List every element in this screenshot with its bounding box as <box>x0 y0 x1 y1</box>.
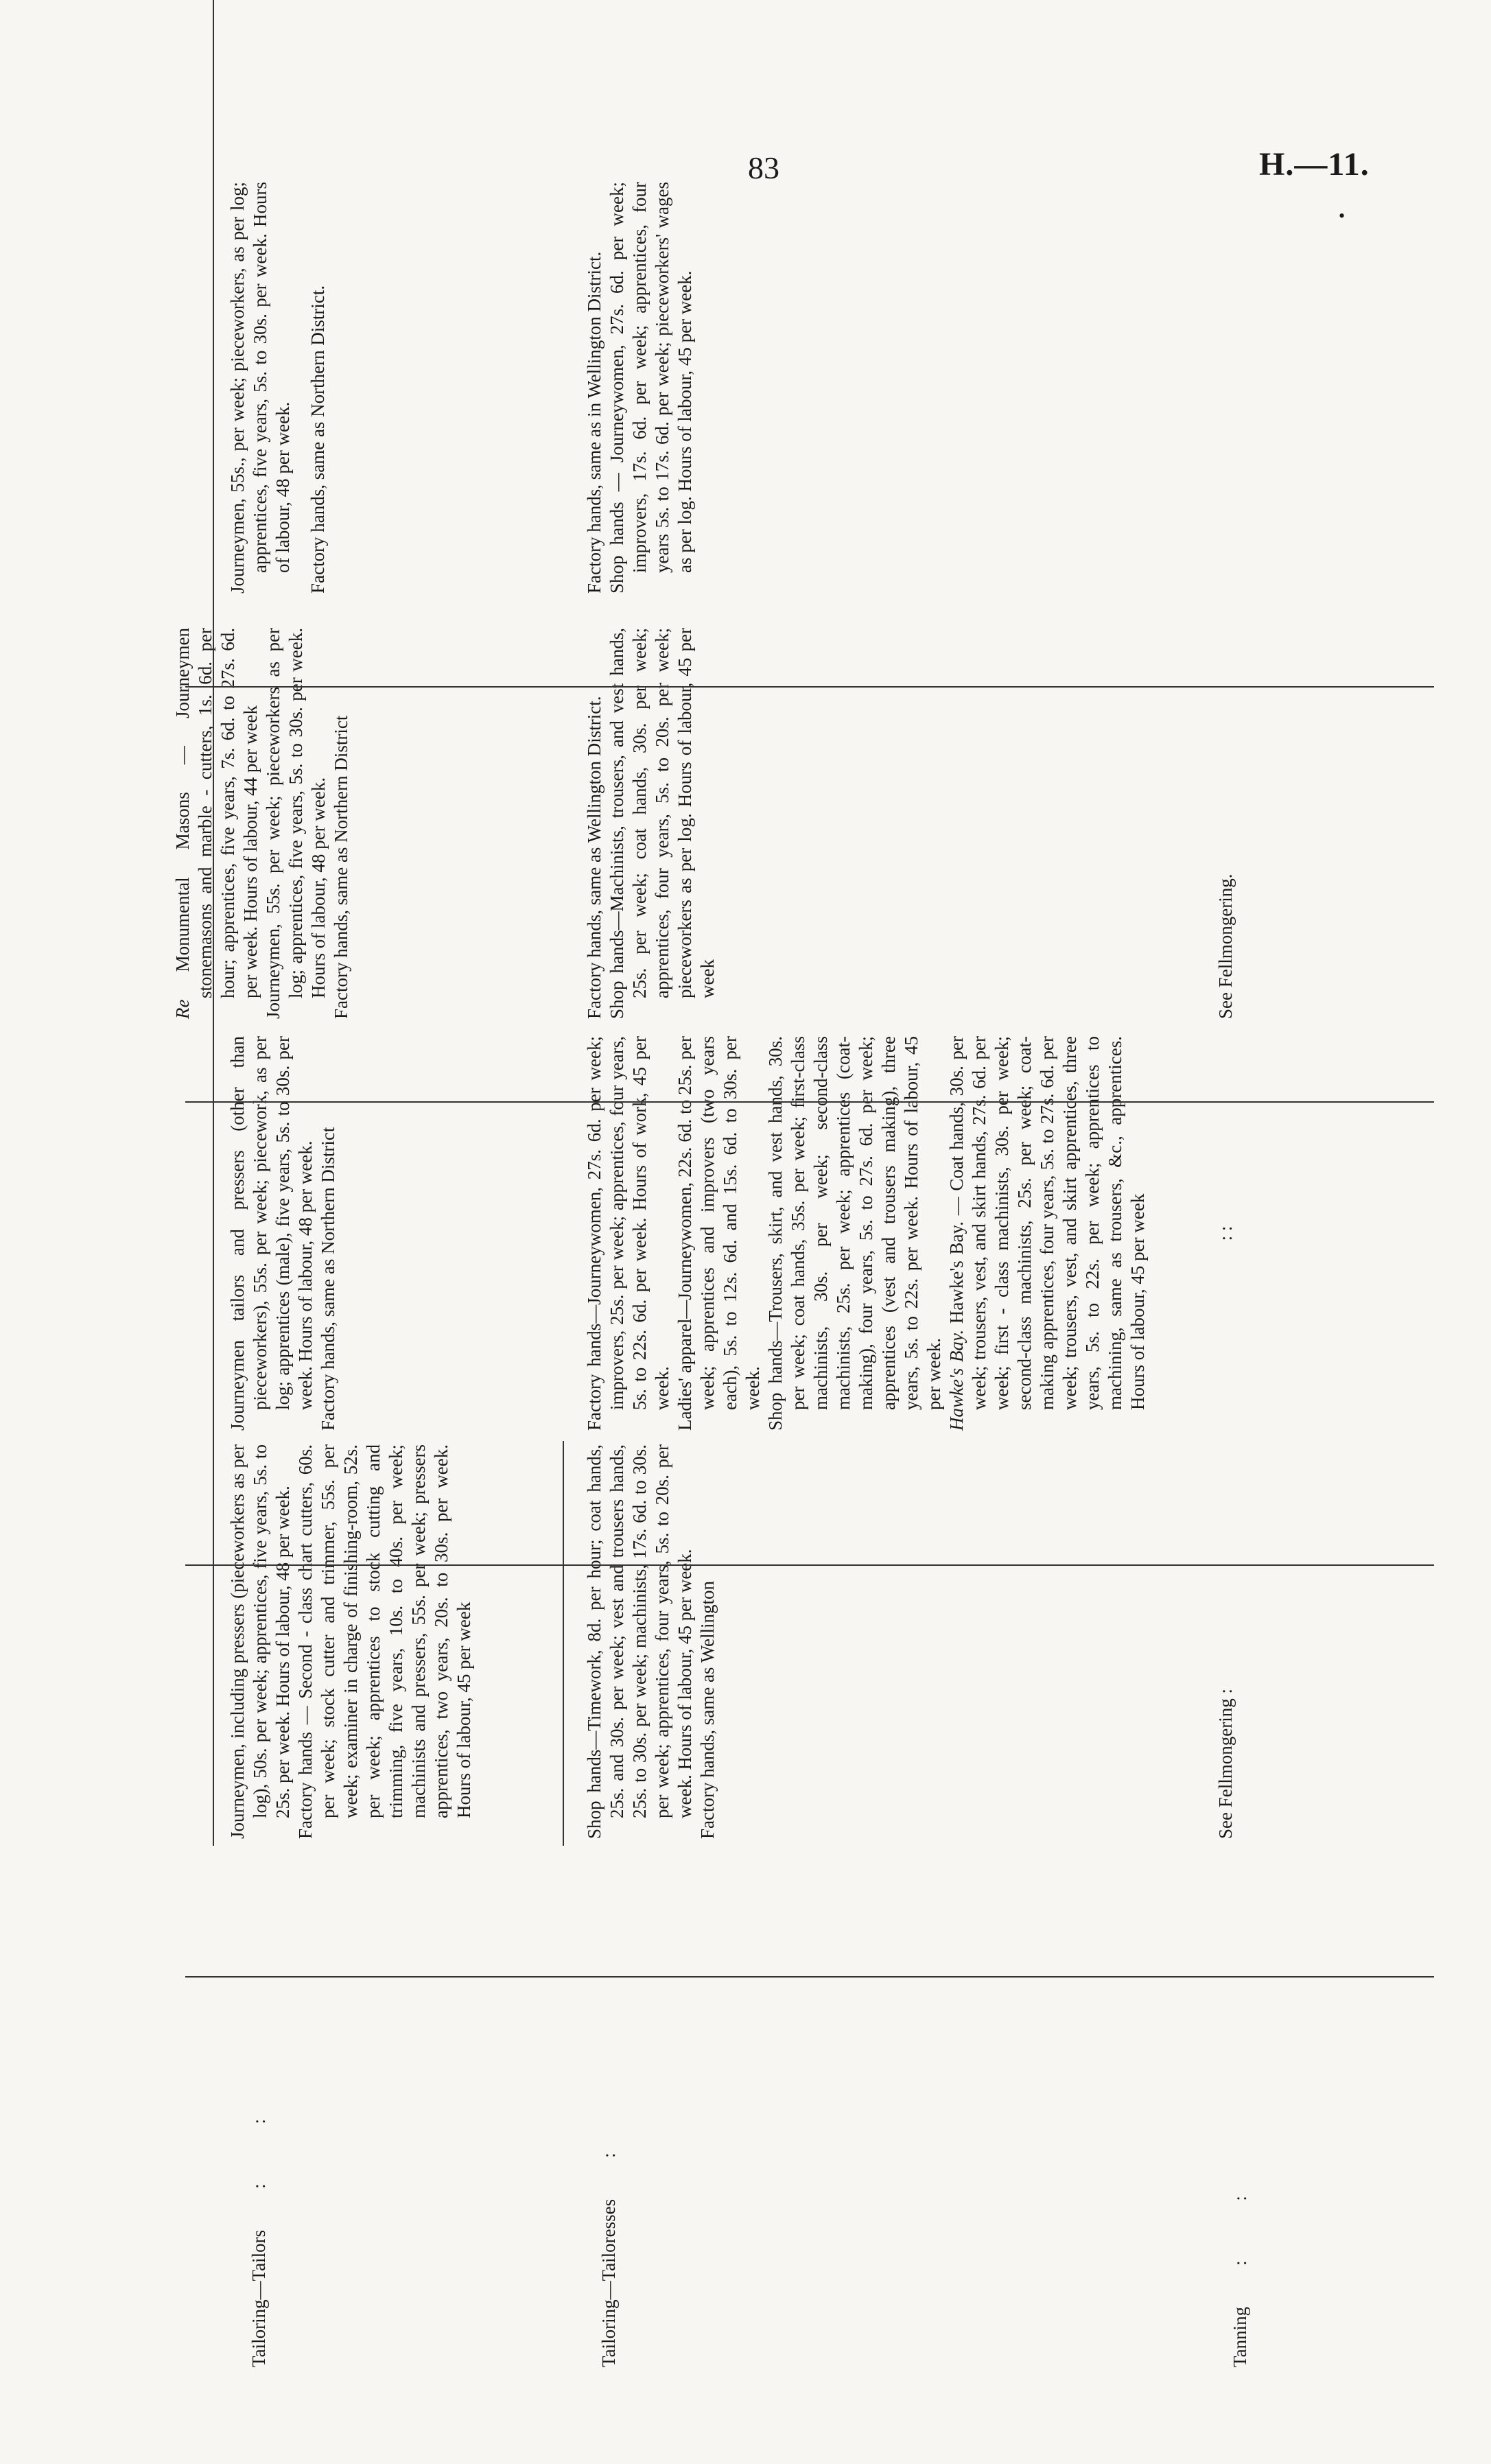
cell-col1: See Fellmongering : <box>1215 1689 1236 1839</box>
row-label: Tailoring—Tailors: : <box>248 2091 269 2367</box>
column-rule-4 <box>185 686 1434 688</box>
stray-mark: • <box>1339 206 1346 226</box>
cell-col1: Journeymen, including pressers (pieceworkers as per log), 50s. per week; apprentices, five years, 5s. to 25s. per week. Hours of labour, 48 per week. Factory hands — Second - class chart cutters, 60s. per week; stock cutter and trimmer, 55s. per week; examiner in charge of finishing-room, 52s. per week; apprentices to stock cutting and trimming, five years, 10s. to 40s. per week; machinists and pressers, 55s. per week; pressers apprentices, two years, 20s. to 30s. per week. Hours of labour, 45 per week <box>227 1444 474 1839</box>
rule-col1-top <box>563 1441 564 1846</box>
column-rule-1 <box>185 1101 1434 1103</box>
cell-col3: Re Monumental Masons — Journeymen stonemasons and marble - cutters, 1s. 6d. per hour; apprentices, five years, 7s. 6d. to 27s. 6d. per week. Hours of labour, 44 per week Journeymen, 55s. per week; pieceworkers as per log; apprentices, five years, 5s. to 30s. per week. Hours of labour, 48 per week. Factory hands, same as Northern District <box>172 628 351 1019</box>
column-rule-2 <box>185 1564 1434 1566</box>
divider <box>213 0 214 1846</box>
column-rule-3 <box>185 1976 1434 1978</box>
row-label: Tanning: : <box>1230 2168 1250 2367</box>
cell-col4: Factory hands, same as in Wellington District. Shop hands — Journeywomen, 27s. 6d. per week; improvers, 17s. 6d. per week; apprentices, four years 5s. to 17s. 6d. per week; pieceworkers' wages as per log. Hours of labour, 45 per week. <box>584 182 695 594</box>
rotated-table <box>172 117 1434 2381</box>
cell-col2: Journeymen tailors and pressers (other than pieceworkers), 55s. per week; piecework, as per log; apprentices (male), five years, 5s. to 30s. per week. Hours of labour, 48 per week. Factory hands, same as Northern District <box>227 1036 338 1431</box>
cell-col4: Journeymen, 55s., per week; pieceworkers, as per log; apprentices, five years, 5s. to 30s. per week. Hours of labour, 48 per week. Factory hands, same as Northern District. <box>227 182 328 594</box>
cell-col1: Shop hands—Timework, 8d. per hour; coat hands, 25s. and 30s. per week; vest and trousers hands, 25s. to 30s. per week; machinists, 17s. 6d. to 30s. per week; apprentices, four years, 5s. to 20s. per week. Hours of labour, 45 per week. Factory hands, same as Wellington <box>584 1444 718 1839</box>
cell-col3: See Fellmongering. <box>1215 873 1236 1019</box>
cell-col2-dots: : : <box>1215 1225 1236 1241</box>
row-label: Tailoring—Tailoresses: <box>598 2125 619 2367</box>
cell-col2: Factory hands—Journeywomen, 27s. 6d. per week; improvers, 25s. per week; apprentices, four years, 5s. to 22s. 6d. per week. Hours of work, 45 per week. Ladies' apparel—Journeywomen, 22s. 6d. to 25s. per week; apprentices and improvers (two years each), 5s. to 12s. 6d. and 15s. 6d. to 30s. per week. Shop hands—Trousers, skirt, and vest hands, 30s. per week; coat hands, 35s. per week; first-class machinists, 30s. per week; second-class machinists, 25s. per week; apprentices (coat-making), four years, 5s. to 27s. 6d. per week; apprentices (vest and trousers making), three years, 5s. to 22s. per week. Hours of labour, 45 per week. Hawke's Bay. Hawke's Bay. — Coat hands, 30s. per week; trousers, vest, and skirt hands, 27s. 6d. per week; first - class machinists, 30s. per week; second-class machinists, 25s. per week; coat-making apprentices, four years, 5s. to 27s. 6d. per week; trousers, vest, and skirt apprentices, three years, 5s. to 22s. per week; apprentices to machining, same as trousers, &c., apprentices. Hours of labour, 45 per week <box>584 1035 1148 1431</box>
cell-col3: Factory hands, same as Wellington District. Shop hands—Machinists, trousers, and vest hands, 25s. per week; coat hands, 30s. per week; apprentices, four years, 5s. to 20s. per week; pieceworkers as per log. Hours of labour, 45 per week <box>584 628 718 1019</box>
page-reference: H.—11. <box>1259 146 1370 183</box>
page-number: 83 <box>748 150 779 185</box>
